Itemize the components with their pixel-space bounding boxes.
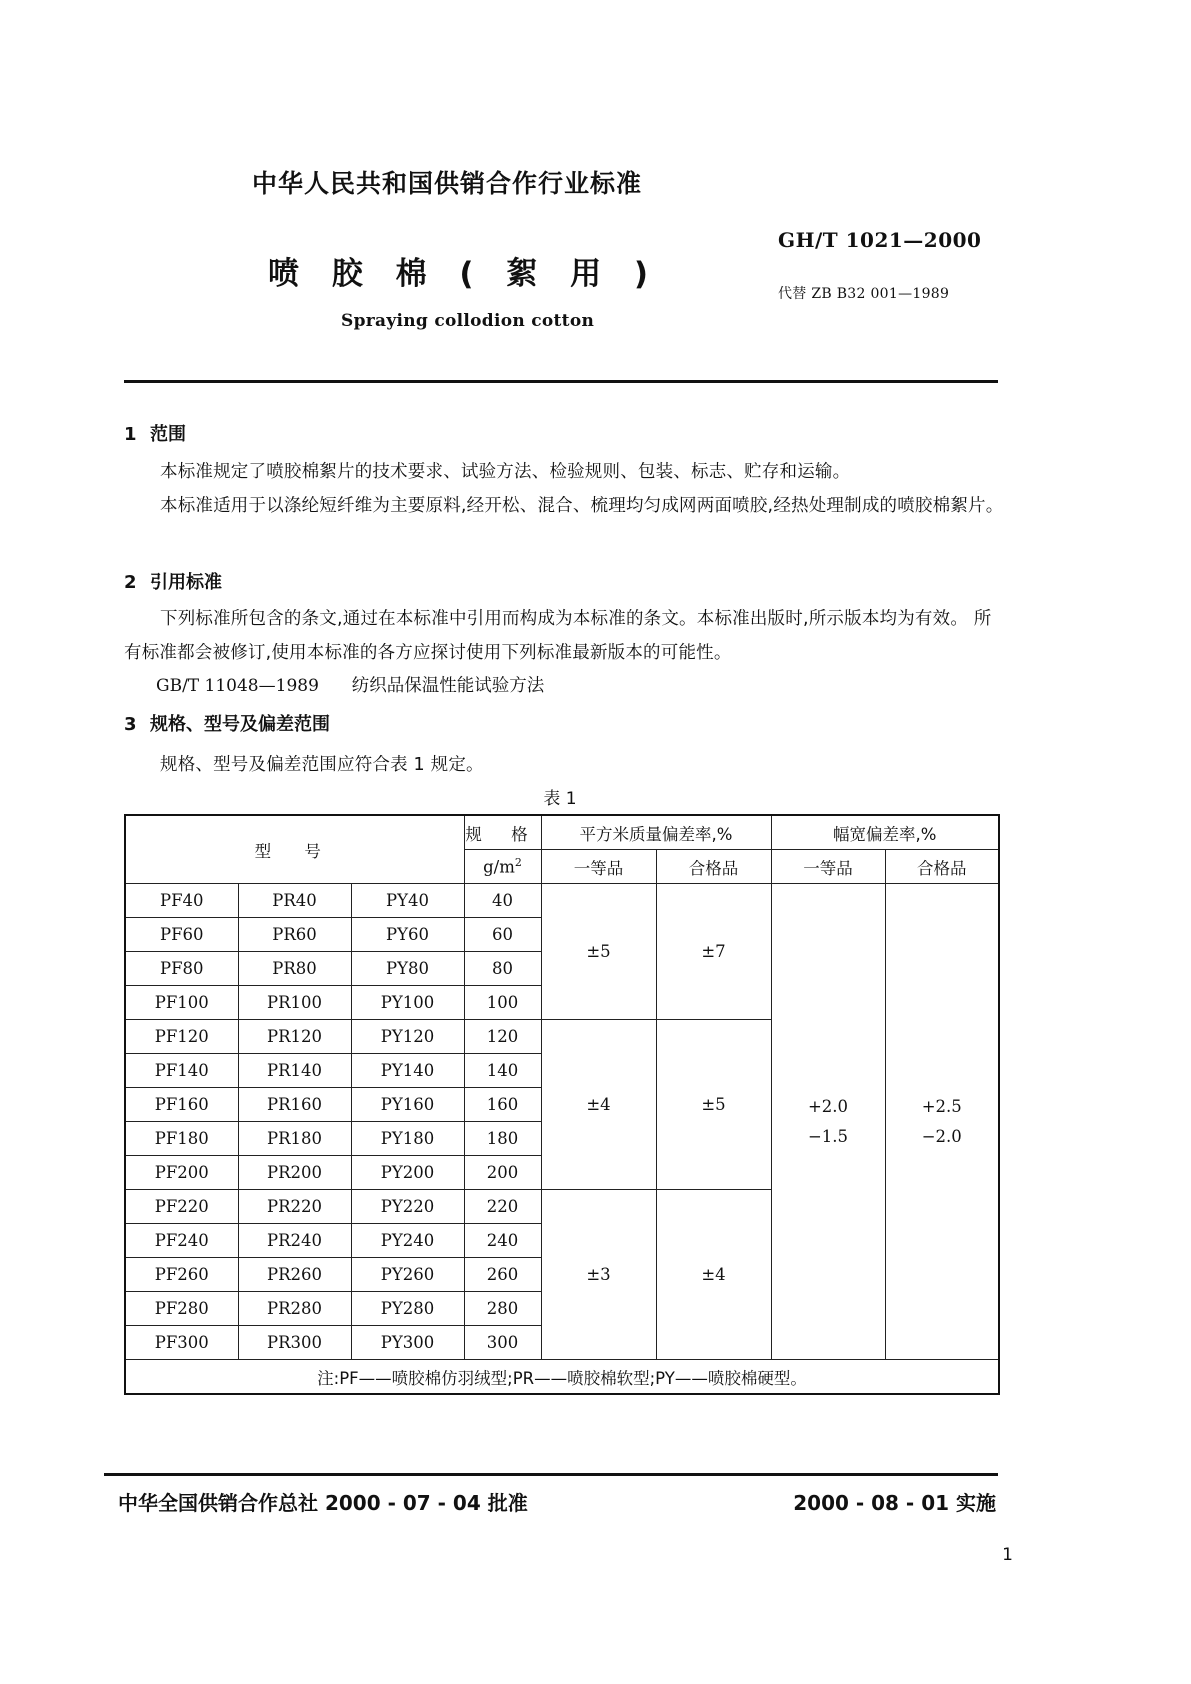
cell-mass-dev-first: ±5: [541, 884, 656, 1020]
cell-model-pf: PF100: [125, 986, 238, 1020]
cell-model-pf: PF80: [125, 952, 238, 986]
header-model: 型 号: [125, 815, 464, 884]
cell-model-py: PY60: [351, 918, 464, 952]
table-row: [125, 884, 999, 918]
table-head: [125, 815, 999, 884]
cell-spec-gsm: 220: [464, 1190, 541, 1224]
header-mass-grade-first: 一等品: [541, 850, 656, 884]
table-note: 注:PF——喷胶棉仿羽绒型;PR——喷胶棉软型;PY——喷胶棉硬型。: [125, 1360, 999, 1395]
section-1-number: 1: [124, 424, 137, 445]
standard-type-heading: 中华人民共和国供销合作行业标准: [252, 169, 643, 198]
cell-model-pf: PF60: [125, 918, 238, 952]
cell-spec-gsm: 200: [464, 1156, 541, 1190]
cell-spec-gsm: 240: [464, 1224, 541, 1258]
cell-model-pf: PF240: [125, 1224, 238, 1258]
header-spec-unit: $g/m^2$: [464, 850, 541, 884]
footer-divider: [104, 1473, 998, 1476]
cell-mass-dev-first: ±4: [541, 1020, 656, 1190]
cell-spec-gsm: 140: [464, 1054, 541, 1088]
section-2-number: 2: [124, 572, 137, 593]
cell-model-pr: PR80: [238, 952, 351, 986]
cell-model-pr: PR180: [238, 1122, 351, 1156]
section-2-title: 引用标准: [150, 572, 222, 593]
cell-spec-gsm: 180: [464, 1122, 541, 1156]
cell-spec-gsm: 80: [464, 952, 541, 986]
section-1-paragraph-1: 本标准规定了喷胶棉絮片的技术要求、试验方法、检验规则、包装、标志、贮存和运输。: [160, 462, 851, 482]
cell-model-pr: PR280: [238, 1292, 351, 1326]
cell-model-pr: PR300: [238, 1326, 351, 1360]
cell-model-pf: PF140: [125, 1054, 238, 1088]
cell-mass-dev-qualified: ±7: [656, 884, 771, 1020]
cell-model-pr: PR200: [238, 1156, 351, 1190]
cell-model-pf: PF120: [125, 1020, 238, 1054]
table-1-wrapper: [124, 814, 998, 1395]
section-3-number: 3: [124, 714, 137, 735]
section-1-title: 范围: [150, 424, 186, 445]
header-width-grade-first: 一等品: [771, 850, 885, 884]
cell-model-py: PY260: [351, 1258, 464, 1292]
cell-spec-gsm: 60: [464, 918, 541, 952]
cell-model-py: PY220: [351, 1190, 464, 1224]
cell-model-pf: PF220: [125, 1190, 238, 1224]
section-3-paragraph-1: 规格、型号及偏差范围应符合表 1 规定。: [160, 755, 484, 775]
cell-spec-gsm: 160: [464, 1088, 541, 1122]
implementation-date: 2000 - 08 - 01 实施: [793, 1491, 996, 1515]
header-mass-deviation: 平方米质量偏差率,%: [541, 815, 771, 850]
cell-model-pf: PF160: [125, 1088, 238, 1122]
table-1-caption: 表 1: [543, 789, 577, 809]
document-title-cn: 喷 胶 棉 ( 絮 用 ): [268, 256, 660, 292]
page-number: 1: [1002, 1545, 1013, 1565]
cell-mass-dev-qualified: ±5: [656, 1020, 771, 1190]
cell-spec-gsm: 300: [464, 1326, 541, 1360]
cell-model-py: PY120: [351, 1020, 464, 1054]
cell-model-pf: PF280: [125, 1292, 238, 1326]
cell-spec-gsm: 40: [464, 884, 541, 918]
table-header-row-1: [125, 815, 999, 850]
section-3-title: 规格、型号及偏差范围: [150, 714, 330, 735]
standard-code: GH/T 1021—2000: [778, 228, 982, 252]
cell-model-pr: PR220: [238, 1190, 351, 1224]
document-title-en: Spraying collodion cotton: [341, 311, 595, 331]
cell-model-pr: PR40: [238, 884, 351, 918]
cell-model-py: PY200: [351, 1156, 464, 1190]
cell-model-pr: PR120: [238, 1020, 351, 1054]
cell-model-py: PY160: [351, 1088, 464, 1122]
section-1-paragraph-2: 本标准适用于以涤纶短纤维为主要原料,经开松、混合、梳理均匀成网两面喷胶,经热处理制成的喷胶棉絮片。: [160, 496, 1004, 516]
section-2-heading: [124, 568, 222, 594]
cell-model-pf: PF200: [125, 1156, 238, 1190]
cell-width-dev-first: +2.0 −1.5: [771, 884, 885, 1360]
cell-model-pr: PR160: [238, 1088, 351, 1122]
cell-width-dev-qualified: +2.5 −2.0: [885, 884, 999, 1360]
cell-model-pf: PF180: [125, 1122, 238, 1156]
table-body: [125, 884, 999, 1395]
cell-model-pr: PR240: [238, 1224, 351, 1258]
referenced-standard-code: GB/T 11048—1989: [156, 676, 319, 696]
cell-model-pr: PR140: [238, 1054, 351, 1088]
cell-mass-dev-qualified: ±4: [656, 1190, 771, 1360]
cell-model-py: PY80: [351, 952, 464, 986]
cell-model-py: PY300: [351, 1326, 464, 1360]
specification-table: [124, 814, 1000, 1395]
cell-model-py: PY240: [351, 1224, 464, 1258]
cell-spec-gsm: 100: [464, 986, 541, 1020]
cell-model-py: PY40: [351, 884, 464, 918]
header-divider: [124, 380, 998, 383]
cell-model-pr: PR60: [238, 918, 351, 952]
cell-model-pf: PF300: [125, 1326, 238, 1360]
cell-mass-dev-first: ±3: [541, 1190, 656, 1360]
cell-model-py: PY100: [351, 986, 464, 1020]
approval-statement: 中华全国供销合作总社 2000 - 07 - 04 批准: [118, 1491, 528, 1515]
cell-model-py: PY140: [351, 1054, 464, 1088]
cell-model-pr: PR260: [238, 1258, 351, 1292]
table-note-row: [125, 1360, 999, 1395]
cell-model-pr: PR100: [238, 986, 351, 1020]
section-2-paragraph-1: 下列标准所包含的条文,通过在本标准中引用而构成为本标准的条文。本标准出版时,所示版本均为有效。 所有标准都会被修订,使用本标准的各方应探讨使用下列标准最新版本的可能性。: [124, 609, 992, 663]
cell-spec-gsm: 120: [464, 1020, 541, 1054]
cell-model-py: PY180: [351, 1122, 464, 1156]
cell-spec-gsm: 280: [464, 1292, 541, 1326]
cell-model-pf: PF40: [125, 884, 238, 918]
cell-model-pf: PF260: [125, 1258, 238, 1292]
header-spec-label: 规 格: [464, 815, 541, 850]
section-3-heading: [124, 710, 330, 736]
referenced-standard-entry: [156, 672, 544, 697]
header-mass-grade-qualified: 合格品: [656, 850, 771, 884]
cell-spec-gsm: 260: [464, 1258, 541, 1292]
referenced-standard-name: 纺织品保温性能试验方法: [351, 676, 545, 696]
header-width-grade-qualified: 合格品: [885, 850, 999, 884]
header-width-deviation: 幅宽偏差率,%: [771, 815, 999, 850]
replaces-standard: 代替 ZB B32 001—1989: [778, 286, 950, 302]
cell-model-py: PY280: [351, 1292, 464, 1326]
section-1-heading: [124, 420, 186, 446]
